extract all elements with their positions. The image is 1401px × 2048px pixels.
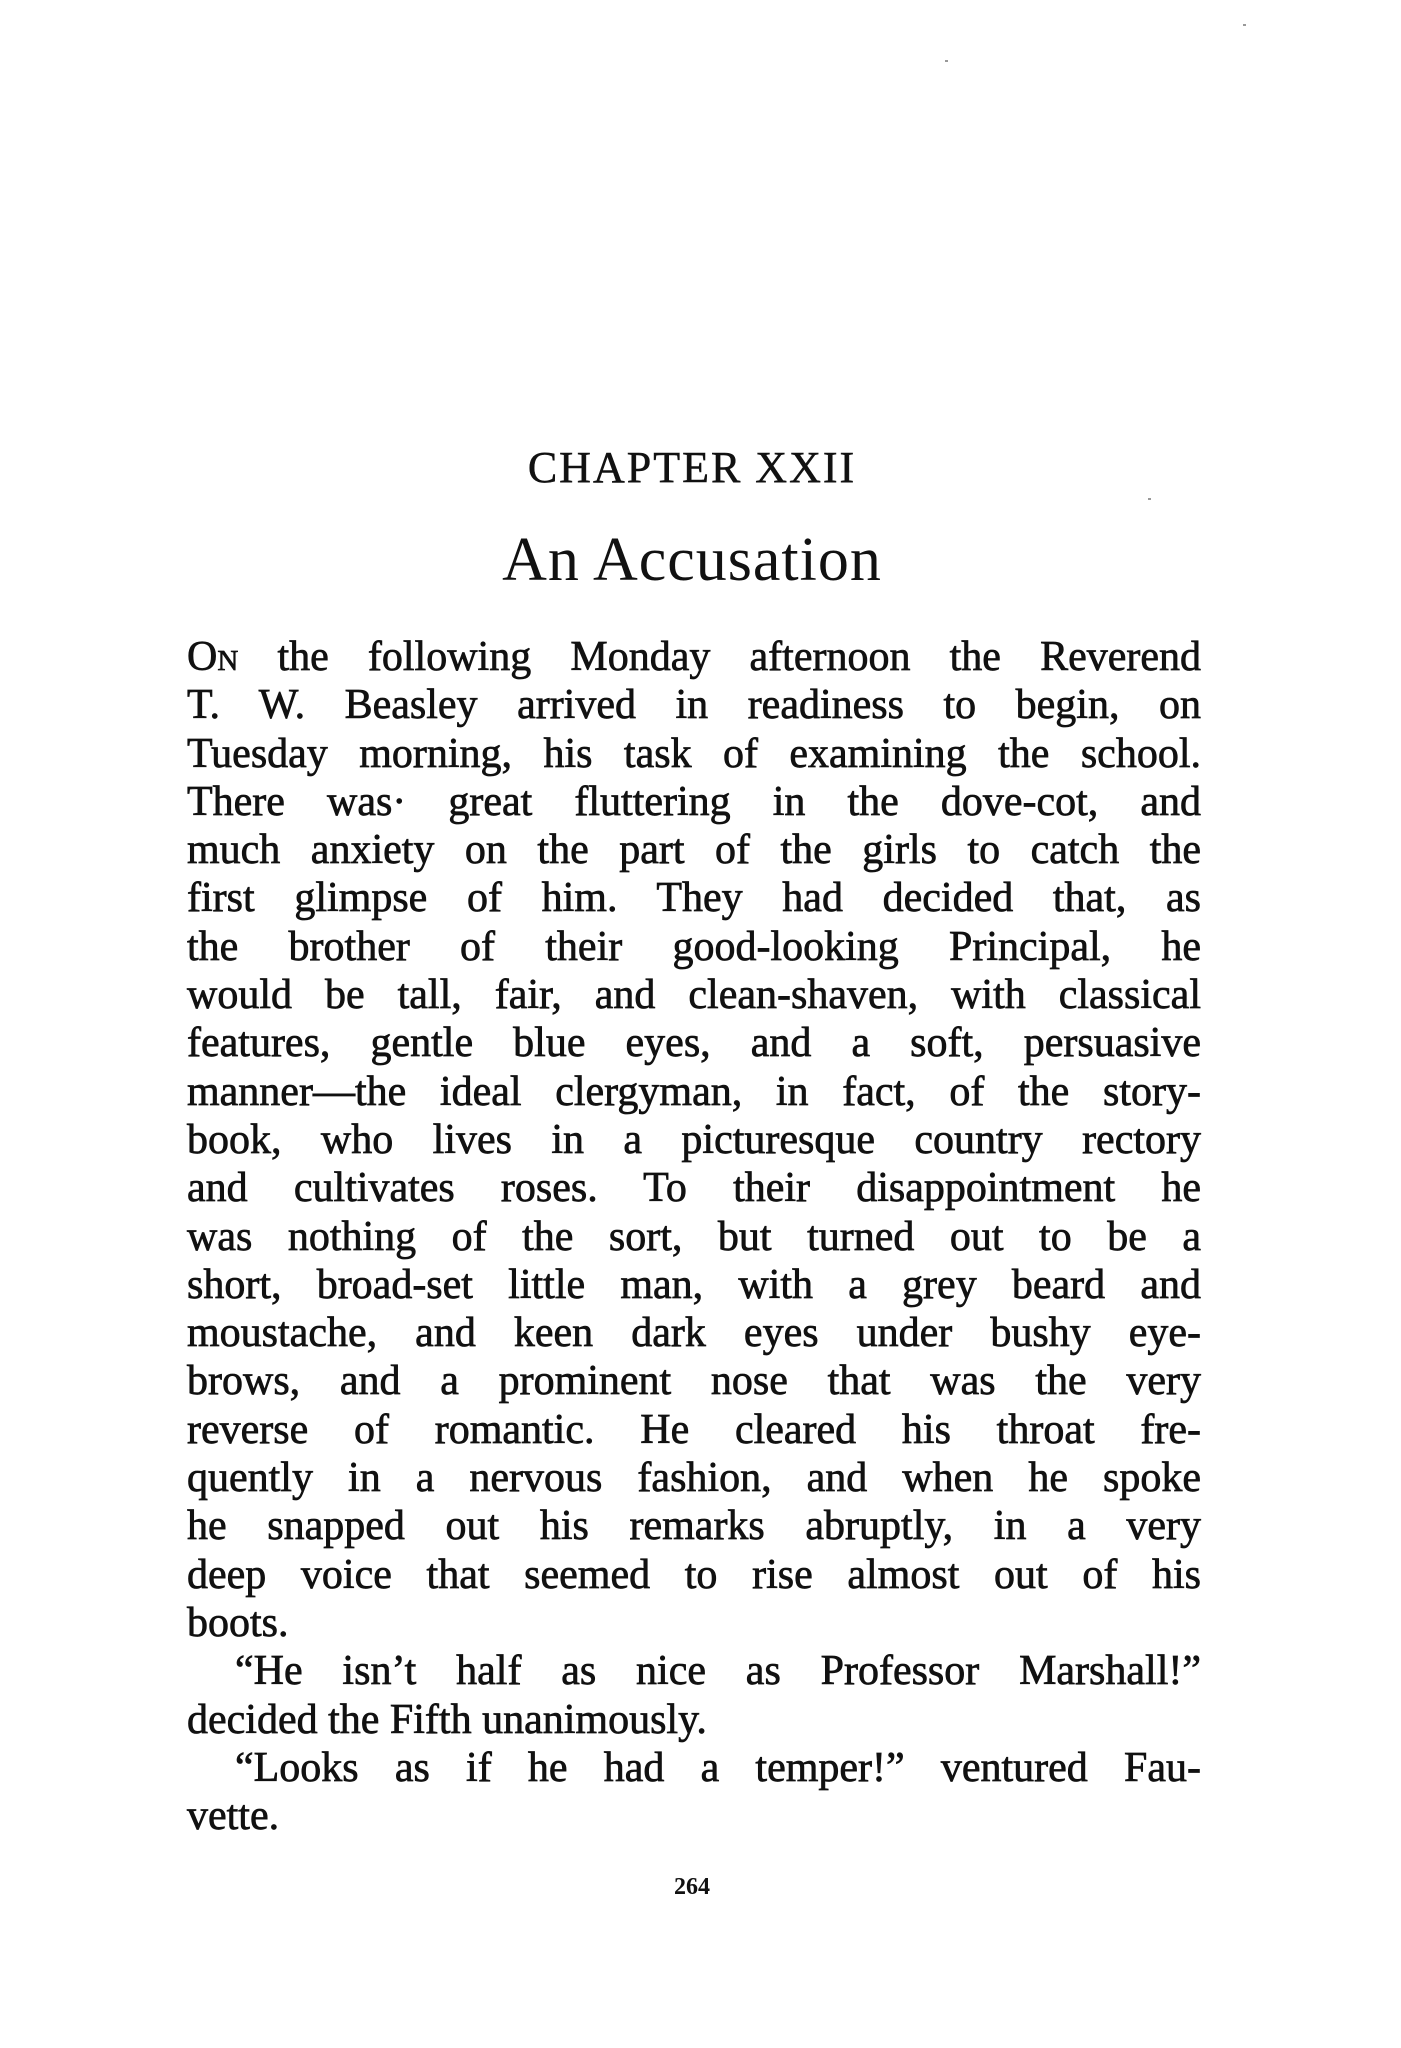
scan-speck [945, 60, 948, 62]
text-line: vette. [187, 1793, 280, 1840]
text-line: “He isn’t half as nice as Professor Marshall!” [235, 1648, 1201, 1695]
text-line: Tuesday morning, his task of examining the school. [187, 730, 1201, 777]
text-line: deep voice that seemed to rise almost out of his [187, 1551, 1201, 1598]
text-line: short, broad-set little man, with a grey beard and [187, 1261, 1201, 1308]
text-line: first glimpse of him. They had decided that, as [187, 875, 1201, 922]
text-line: brows, and a prominent nose that was the very [187, 1358, 1201, 1405]
text-line: manner—the ideal clergyman, in fact, of the story- [187, 1068, 1201, 1115]
text-line: was nothing of the sort, but turned out to be a [187, 1213, 1201, 1260]
text-line: features, gentle blue eyes, and a soft, persuasive [187, 1020, 1201, 1067]
scan-speck [1148, 498, 1151, 500]
text-line: boots. [187, 1599, 289, 1646]
chapter-title: An Accusation [502, 526, 882, 594]
text-line: quently in a nervous fashion, and when he spoke [187, 1455, 1201, 1502]
text-line: book, who lives in a picturesque country rectory [187, 1116, 1201, 1163]
scan-speck [1243, 24, 1246, 26]
text-line: he snapped out his remarks abruptly, in a very [187, 1503, 1201, 1550]
text-line: the brother of their good-looking Principal, he [187, 923, 1201, 970]
text-line: would be tall, fair, and clean-shaven, with classical [187, 972, 1201, 1019]
text-line: and cultivates roses. To their disappointment he [187, 1165, 1201, 1212]
chapter-heading: CHAPTER XXII [527, 443, 857, 492]
text-line: moustache, and keen dark eyes under bushy eye- [187, 1310, 1201, 1357]
text-line: There was· great fluttering in the dove-cot, and [187, 778, 1201, 825]
drop-word: On [187, 634, 239, 680]
text-line: “Looks as if he had a temper!” ventured Fau- [235, 1744, 1201, 1791]
text-line: T. W. Beasley arrived in readiness to begin, on [187, 682, 1201, 729]
body-text [187, 633, 1201, 1840]
text-line [187, 633, 1201, 681]
text-line: much anxiety on the part of the girls to catch the [187, 827, 1201, 874]
text-line: reverse of romantic. He cleared his throat fre- [187, 1406, 1201, 1453]
text-line: decided the Fifth unanimously. [187, 1696, 707, 1743]
page-number: 264 [674, 1874, 710, 1900]
text-line-rest: the following Monday afternoon the Reverend [238, 634, 1201, 680]
